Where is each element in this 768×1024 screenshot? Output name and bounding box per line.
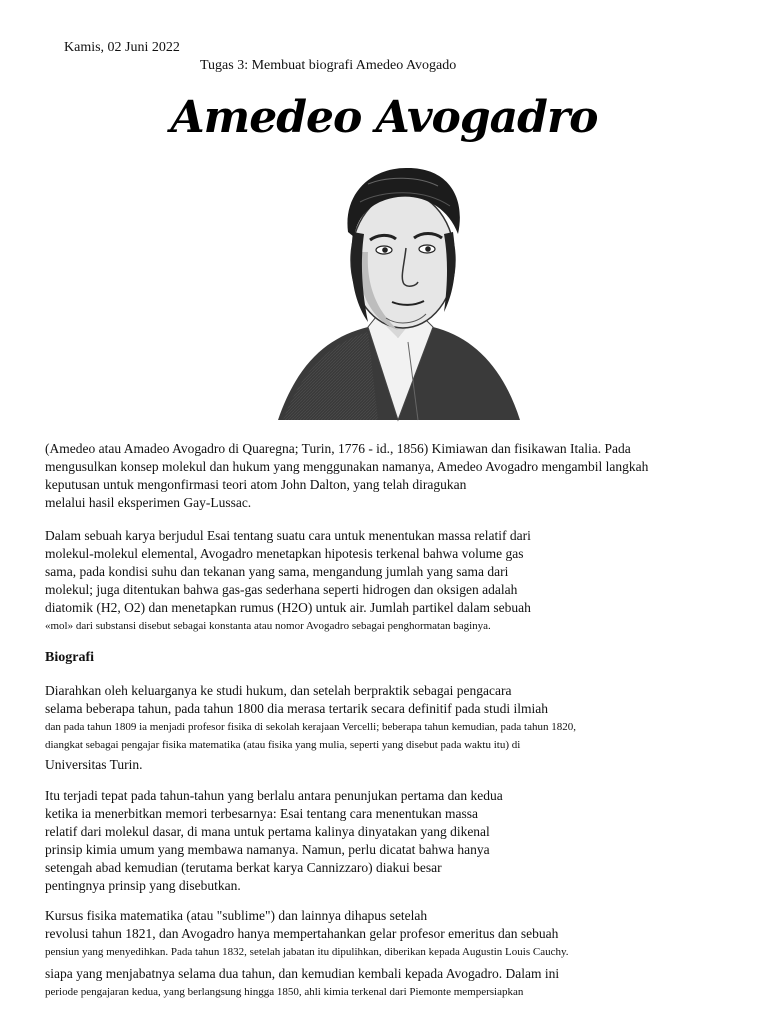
bio-line: ketika ia menerbitkan memori terbesarnya: Esai tentang cara menentukan massa	[45, 806, 478, 821]
essay-line: sama, pada kondisi suhu dan tekanan yang sama, mengandung jumlah yang sama dari	[45, 564, 509, 579]
document-date: Kamis, 02 Juni 2022	[64, 40, 180, 55]
essay-paragraph	[45, 527, 531, 635]
bio-line: pentingnya prinsip yang disebutkan.	[45, 878, 241, 893]
essay-line: «mol» dari substansi disebut sebagai konstanta atau nomor Avogadro sebagai penghormatan baginya.	[45, 620, 491, 632]
bio-line: relatif dari molekul dasar, di mana untuk pertama kalinya dinyatakan yang dikenal	[45, 824, 490, 839]
bio-line: setengah abad kemudian (terutama berkat karya Cannizzaro) diakui besar	[45, 860, 442, 875]
biography-paragraph-1	[45, 682, 576, 774]
bio-line: revolusi tahun 1821, dan Avogadro hanya mempertahankan gelar profesor emeritus dan sebuah	[45, 926, 559, 941]
intro-paragraph	[45, 440, 648, 512]
bio-line: diangkat sebagai pengajar fisika matematika (atau fisika yang mulia, seperti yang disebut pada waktu itu) di	[45, 739, 521, 751]
bio-line: siapa yang menjabatnya selama dua tahun, dan kemudian kembali kepada Avogadro. Dalam ini	[45, 966, 560, 981]
bio-line: Diarahkan oleh keluarganya ke studi hukum, dan setelah berpraktik sebagai pengacara	[45, 683, 512, 698]
intro-line: keputusan untuk mengonfirmasi teori atom John Dalton, yang telah diragukan	[45, 477, 467, 492]
essay-line: diatomik (H2, O2) dan menetapkan rumus (H2O) untuk air. Jumlah partikel dalam sebuah	[45, 600, 531, 615]
bio-line: Kursus fisika matematika (atau "sublime") dan lainnya dihapus setelah	[45, 908, 428, 923]
essay-line: Dalam sebuah karya berjudul Esai tentang suatu cara untuk menentukan massa relatif dari	[45, 528, 531, 543]
bio-line: pensiun yang menyedihkan. Pada tahun 1832, setelah jabatan itu dipulihkan, diberikan kepada Augustin Louis Cauchy.	[45, 946, 569, 958]
section-heading-biografi: Biografi	[45, 650, 94, 665]
bio-line: selama beberapa tahun, pada tahun 1800 dia merasa tertarik secara definitif pada studi ilmiah	[45, 701, 549, 716]
essay-line: molekul-molekul elemental, Avogadro menetapkan hipotesis terkenal bahwa volume gas	[45, 546, 524, 561]
essay-line: molekul; juga ditentukan bahwa gas-gas sederhana seperti hidrogen dan oksigen adalah	[45, 582, 518, 597]
intro-line: mengusulkan konsep molekul dan hukum yang menggunakan namanya, Amedeo Avogadro mengambil langkah	[45, 459, 649, 474]
bio-line: Universitas Turin.	[45, 757, 143, 772]
bio-line: prinsip kimia umum yang membawa namanya. Namun, perlu dicatat bahwa hanya	[45, 842, 490, 857]
biography-paragraph-2	[45, 787, 503, 895]
bio-line: dan pada tahun 1809 ia menjadi profesor fisika di sekolah kerajaan Vercelli; beberapa tahun kemudian, pada tahun 1820,	[45, 721, 576, 733]
avogadro-portrait	[258, 162, 548, 422]
bio-line: periode pengajaran kedua, yang berlangsung hingga 1850, ahli kimia terkenal dari Piemonte mempersiapkan	[45, 986, 524, 998]
biography-paragraph-3	[45, 907, 569, 1001]
bio-line: Itu terjadi tepat pada tahun-tahun yang berlalu antara penunjukan pertama dan kedua	[45, 788, 503, 803]
intro-line: (Amedeo atau Amadeo Avogadro di Quaregna; Turin, 1776 - id., 1856) Kimiawan dan fisikawan Italia. Pada	[45, 441, 631, 456]
assignment-title: Tugas 3: Membuat biografi Amedeo Avogado	[200, 58, 457, 73]
page-title: Amedeo Avogadro	[170, 92, 598, 143]
intro-line: melalui hasil eksperimen Gay-Lussac.	[45, 495, 252, 510]
